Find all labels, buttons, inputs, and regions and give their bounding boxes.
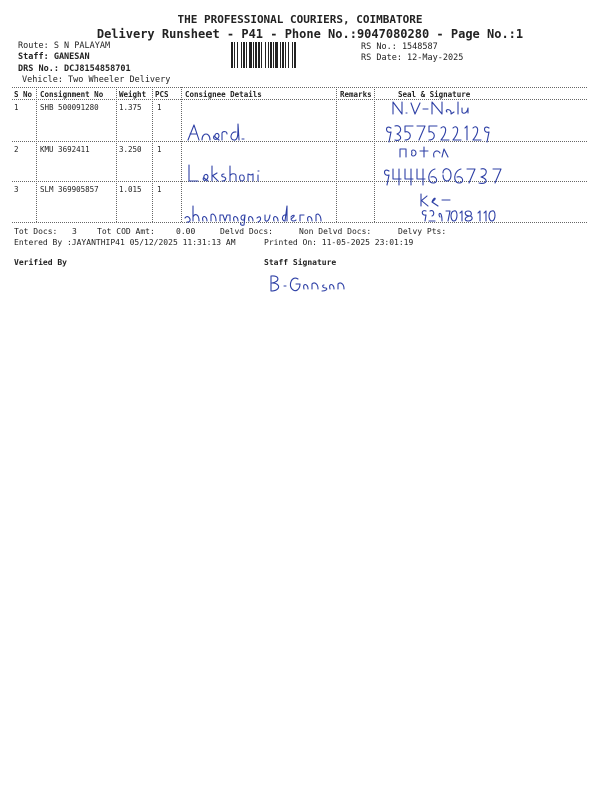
col-divider: [152, 87, 153, 222]
header-consignee: Consignee Details: [185, 90, 262, 99]
header-seal-signature: Seal & Signature: [398, 90, 471, 99]
non-delvd-docs-label: Non Delvd Docs:: [299, 227, 372, 236]
delvd-docs-label: Delvd Docs:: [220, 227, 273, 236]
vehicle-label: Vehicle: Two Wheeler Delivery: [22, 75, 171, 85]
delvy-pts-label: Delvy Pts:: [398, 227, 447, 236]
verified-by-label: Verified By: [14, 258, 67, 267]
header-consignment: Consignment No: [40, 90, 104, 99]
row3-sno: 3: [14, 185, 19, 194]
row2-consignment: KMU 3692411: [40, 145, 90, 154]
col-divider: [36, 87, 37, 222]
row1-sno: 1: [14, 103, 19, 112]
row1-weight: 1.375: [119, 103, 142, 112]
row3-pcs: 1: [157, 185, 162, 194]
runsheet-title: Delivery Runsheet - P41 - Phone No.:9047080280 - Page No.:1: [96, 27, 524, 41]
row2-weight: 3.250: [119, 145, 142, 154]
row1-consignment: SHB 500091280: [40, 103, 99, 112]
header-remarks: Remarks: [340, 90, 372, 99]
header-weight: Weight: [119, 90, 147, 99]
staff-signature-label: Staff Signature: [264, 258, 337, 267]
row1-consignee-handwriting: [186, 122, 256, 144]
drs-barcode: [231, 42, 355, 68]
tot-cod-value: 0.00: [176, 227, 196, 236]
col-divider: [336, 87, 337, 222]
header-sno: S No: [14, 90, 33, 99]
header-pcs: PCS: [155, 90, 169, 99]
row2-pcs: 1: [157, 145, 162, 154]
row3-seal-name-handwriting: [418, 192, 458, 208]
drs-number: DRS No.: DCJ8154858701: [18, 64, 131, 74]
staff-signature-handwriting: [268, 273, 368, 295]
entered-by: Entered By :JAYANTHIP41 05/12/2025 11:31:13 AM: [14, 238, 236, 247]
rs-date: RS Date: 12-May-2025: [361, 53, 464, 63]
row2-consignee-handwriting: [186, 163, 266, 185]
staff-label: Staff: GANESAN: [18, 52, 90, 62]
row2-seal-name-handwriting: [398, 143, 458, 163]
row2-sno: 2: [14, 145, 19, 154]
company-title: THE PROFESSIONAL COURIERS, COIMBATORE: [177, 13, 423, 26]
row1-seal-name-handwriting: [390, 100, 505, 116]
printed-on: Printed On: 11-05-2025 23:01:19: [264, 238, 414, 247]
tot-docs-value: 3: [72, 227, 77, 236]
row3-consignee-handwriting: [183, 203, 338, 225]
col-divider: [374, 87, 375, 222]
col-divider: [116, 87, 117, 222]
row3-weight: 1.015: [119, 185, 142, 194]
row3-consignment: SLM 369905857: [40, 185, 99, 194]
col-divider: [181, 87, 182, 222]
rs-number: RS No.: 1548587: [361, 42, 438, 52]
table-top-border: [12, 87, 587, 88]
row3-seal-phone-handwriting: [420, 207, 515, 223]
tot-docs-label: Tot Docs:: [14, 227, 58, 236]
route-label: Route: S N PALAYAM: [18, 41, 111, 51]
row2-seal-phone-handwriting: [381, 165, 531, 189]
tot-cod-label: Tot COD Amt:: [97, 227, 155, 236]
row1-seal-phone-handwriting: [383, 122, 503, 144]
row1-pcs: 1: [157, 103, 162, 112]
